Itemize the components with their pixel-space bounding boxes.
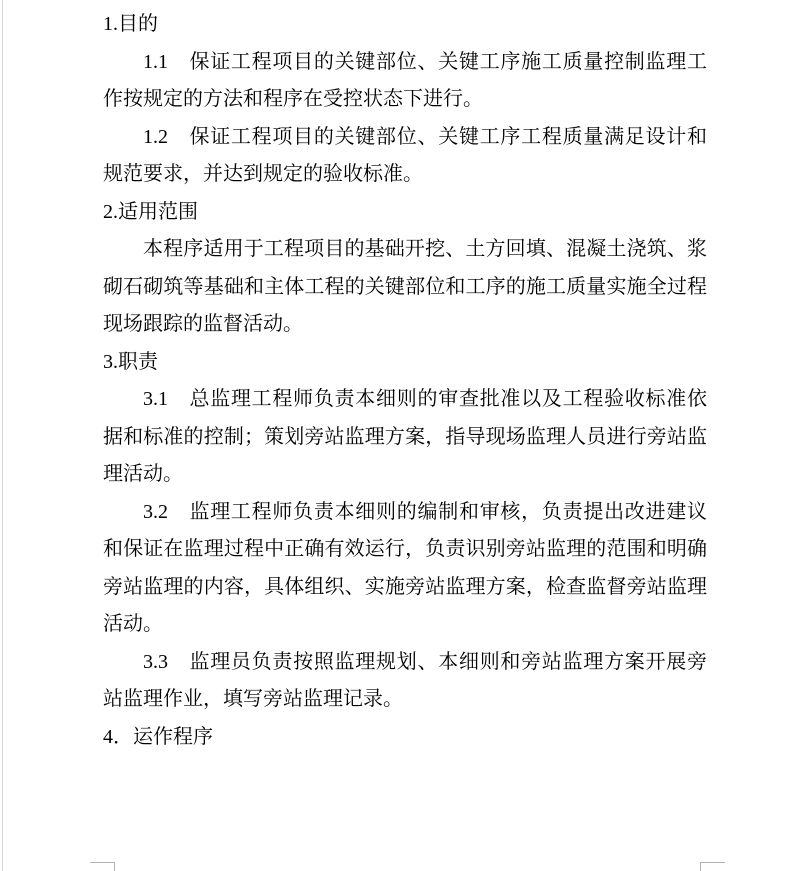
section-heading[interactable]: 4．运作程序 xyxy=(103,725,213,748)
crop-mark-bottom-right xyxy=(700,862,725,871)
body-paragraph[interactable]: 3.3 监理员负责按照监理规划、本细则和旁站监理方案开展旁站监理作业，填写旁站监理记录。 xyxy=(103,650,707,710)
body-paragraph[interactable]: 3.2 监理工程师负责本细则的编制和审核，负责提出改进建议和保证在监理过程中正确有效运行，负责识别旁站监理的范围和明确旁站监理的内容，具体组织、实施旁站监理方案，检查监督旁站监理活动。 xyxy=(103,500,707,635)
section-heading[interactable]: 1.目的 xyxy=(103,13,158,35)
document-text-area[interactable] xyxy=(103,6,707,756)
page-left-edge xyxy=(2,0,3,871)
body-paragraph[interactable]: 1.1 保证工程项目的关键部位、关键工序施工质量控制监理工作按规定的方法和程序在受控状态下进行。 xyxy=(103,50,707,110)
section-heading[interactable]: 2.适用范围 xyxy=(103,200,198,223)
crop-mark-bottom-left xyxy=(90,862,115,871)
body-paragraph[interactable]: 1.2 保证工程项目的关键部位、关键工序工程质量满足设计和规范要求，并达到规定的验收标准。 xyxy=(103,125,707,185)
section-heading[interactable]: 3.职责 xyxy=(103,350,158,373)
body-paragraph[interactable]: 本程序适用于工程项目的基础开挖、土方回填、混凝土浇筑、浆砌石砌筑等基础和主体工程的关键部位和工序的施工质量实施全过程现场跟踪的监督活动。 xyxy=(103,238,707,335)
body-paragraph[interactable]: 3.1 总监理工程师负责本细则的审查批准以及工程验收标准依据和标准的控制；策划旁站监理方案，指导现场监理人员进行旁站监理活动。 xyxy=(103,388,707,485)
